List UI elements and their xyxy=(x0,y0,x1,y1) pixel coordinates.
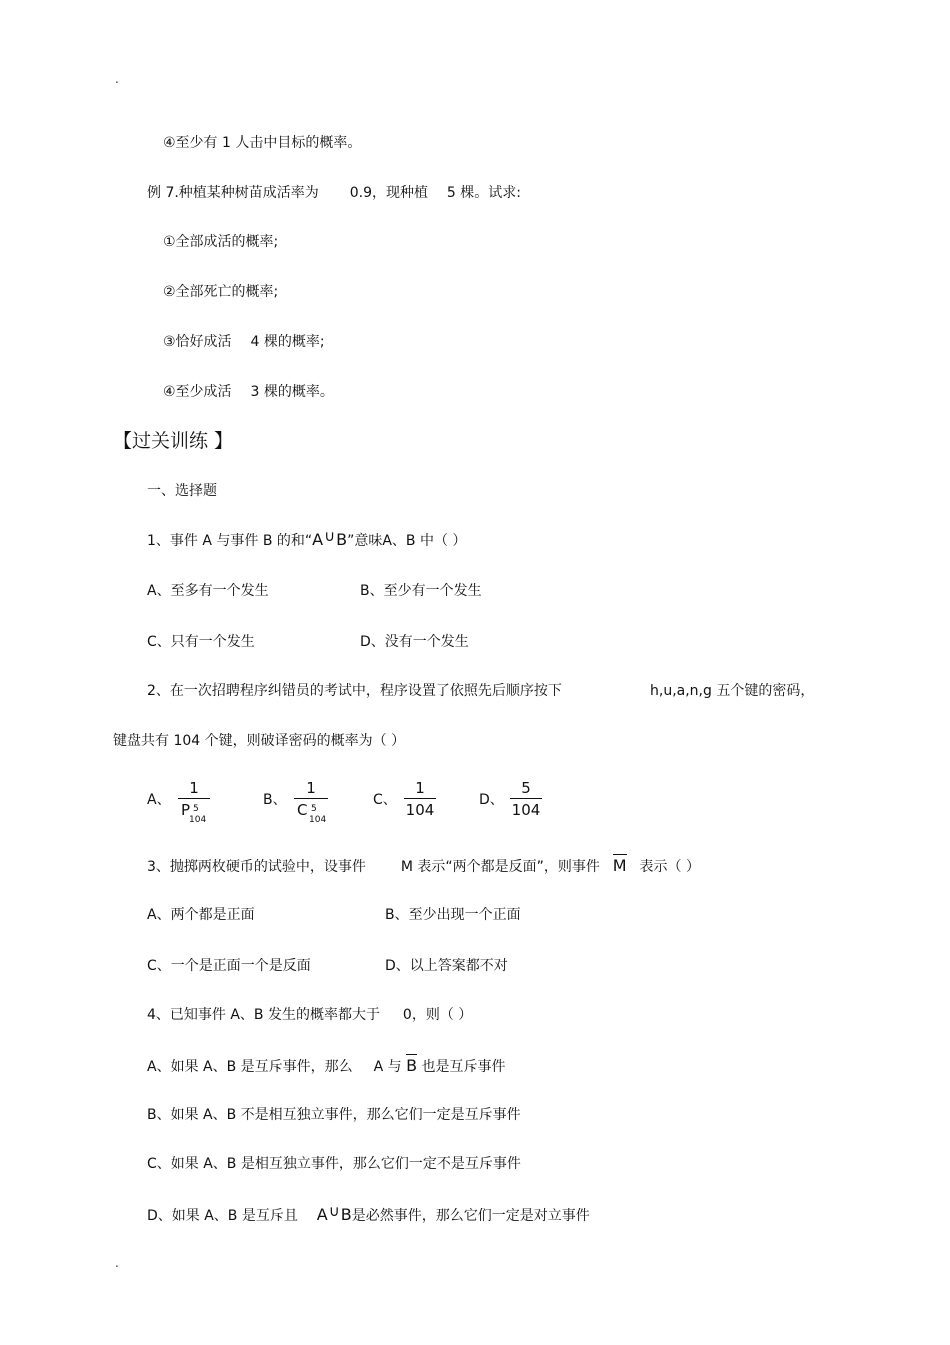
q4-option-d-set-b: B xyxy=(340,1205,352,1224)
q2-option-a-label: A、 xyxy=(147,792,171,808)
q1-option-b: B、至少有一个发生 xyxy=(360,583,482,599)
q1-option-d: D、没有一个发生 xyxy=(360,634,469,650)
q2-option-a-denominator xyxy=(178,799,210,825)
q2-option-a-sup: 5 xyxy=(193,804,199,814)
q2-option-b-numerator: 1 xyxy=(306,779,316,797)
part-heading: 一、选择题 xyxy=(147,483,217,499)
q4-option-a-part1: A、如果 A、B 是互斥事件，那么 xyxy=(147,1059,353,1075)
ex7-item-4 xyxy=(163,382,334,402)
ex7-item-3 xyxy=(163,332,325,352)
q3-option-b: B、至少出现一个正面 xyxy=(385,907,521,923)
q1-option-c: C、只有一个发生 xyxy=(147,634,255,650)
q1-option-a: A、至多有一个发生 xyxy=(147,583,269,599)
q4-option-d-part1: D、如果 A、B 是互斥且 xyxy=(147,1208,298,1224)
q3-option-d: D、以上答案都不对 xyxy=(385,958,508,974)
ex7-item-3-b: 4 棵的概率; xyxy=(250,334,325,350)
q2-option-b-denominator xyxy=(294,799,328,825)
q3-stem-b: M 表示“两个都是反面”，则事件 xyxy=(400,859,600,875)
q2-option-b-sup: 5 xyxy=(311,804,317,814)
q2-stem-a: 2、在一次招聘程序纠错员的考试中，程序设置了依照先后顺序按下 xyxy=(147,683,562,699)
ex7-stem xyxy=(147,183,521,203)
q2-option-d-numerator: 5 xyxy=(521,779,531,797)
q3-stem xyxy=(147,856,700,877)
q2-option-b-sub: 104 xyxy=(309,815,327,825)
ex7-stem-a: 例 7.种植某种树苗成活率为 xyxy=(147,185,319,201)
q1-stem-a: 1、事件 A 与事件 B 的和“ xyxy=(147,533,313,549)
q4-option-d-set-a: A xyxy=(316,1205,328,1224)
q4-option-d xyxy=(147,1202,590,1226)
q2-option-d-fraction xyxy=(510,778,542,821)
q2-option-a-sub: 104 xyxy=(189,815,207,825)
q2-option-b-fraction xyxy=(294,778,328,825)
page-dot-top: . xyxy=(115,72,119,86)
q4-b-complement: B xyxy=(406,1056,418,1075)
q2-option-b-symbol: C xyxy=(297,801,308,819)
ex6-item-4: ④至少有 1 人击中目标的概率。 xyxy=(163,135,362,151)
q2-option-b-label: B、 xyxy=(263,792,287,808)
q2-option-d-label: D、 xyxy=(479,792,504,808)
q4-option-c: C、如果 A、B 是相互独立事件，那么它们一定不是互斥事件 xyxy=(147,1156,521,1172)
ex7-item-1: ①全部成活的概率; xyxy=(163,234,279,250)
section-title: 【过关训练 】 xyxy=(113,430,234,452)
q4-option-a-part3: 也是互斥事件 xyxy=(421,1059,506,1075)
q4-option-d-part2: 是必然事件，那么它们一定是对立事件 xyxy=(351,1208,590,1224)
q4-option-b: B、如果 A、B 不是相互独立事件，那么它们一定是互斥事件 xyxy=(147,1107,521,1123)
q2-option-a-fraction xyxy=(178,778,210,825)
q2-option-c-label: C、 xyxy=(373,792,397,808)
q2-option-c-denominator: 104 xyxy=(405,801,435,819)
ex7-item-4-b: 3 棵的概率。 xyxy=(250,384,334,400)
q2-option-a-numerator: 1 xyxy=(189,779,199,797)
ex7-item-4-a: ④至少成活 xyxy=(163,384,232,400)
union-symbol: ∪ xyxy=(324,527,336,545)
q3-option-a: A、两个都是正面 xyxy=(147,907,255,923)
q1-set-a: A xyxy=(312,530,324,549)
q4-stem-a: 4、已知事件 A、B 发生的概率都大于 xyxy=(147,1007,380,1023)
q1-stem xyxy=(147,527,467,551)
q3-option-c: C、一个是正面一个是反面 xyxy=(147,958,311,974)
q2-option-a-symbol: P xyxy=(181,801,191,819)
q2-option-d-denominator: 104 xyxy=(511,801,541,819)
q2-stem-c: 键盘共有 104 个键，则破译密码的概率为（ ） xyxy=(113,733,406,749)
ex7-item-3-a: ③恰好成活 xyxy=(163,334,232,350)
q2-option-c-fraction xyxy=(404,778,436,821)
q1-stem-b: ”意味A、B 中（ ） xyxy=(347,533,467,549)
q3-stem-a: 3、抛掷两枚硬币的试验中，设事件 xyxy=(147,859,366,875)
q4-option-a-part2: A 与 xyxy=(373,1059,402,1075)
q4-stem-b: 0，则（ ） xyxy=(402,1007,473,1023)
q2-option-c-numerator: 1 xyxy=(415,779,425,797)
q2-stem-b: h,u,a,n,g 五个键的密码， xyxy=(650,683,815,699)
ex7-item-2: ②全部死亡的概率; xyxy=(163,284,279,300)
union-symbol: ∪ xyxy=(328,1202,340,1220)
q3-m-complement: M xyxy=(612,856,627,875)
q3-stem-c: 表示（ ） xyxy=(639,859,700,875)
q4-option-a xyxy=(147,1056,506,1077)
ex7-stem-b: 0.9，现种植 xyxy=(349,185,428,201)
q1-set-b: B xyxy=(336,530,348,549)
page-dot-bottom: . xyxy=(115,1256,119,1270)
ex7-stem-c: 5 棵。试求: xyxy=(446,185,521,201)
q4-stem xyxy=(147,1005,472,1025)
